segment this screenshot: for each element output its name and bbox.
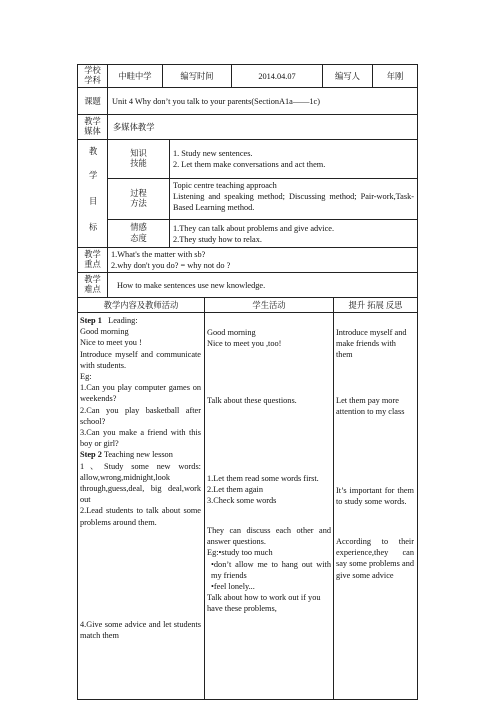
- student-eg-2: •don’t allow me to hang out with my friends: [211, 559, 331, 580]
- step2-label: Step 2: [80, 450, 102, 460]
- process-line-1: Topic centre teaching approach: [173, 181, 277, 190]
- step1-heading: [80, 315, 201, 326]
- difficulty-value: How to make sentences use new knowledge.: [107, 272, 418, 298]
- author-name: 年刚: [372, 64, 418, 88]
- key-point-1: 1.What's the matter with sb?: [111, 250, 206, 259]
- student-nice: Nice to meet you ,too!: [207, 339, 282, 349]
- col-header-reflection: 提升 拓展 反思: [333, 297, 418, 313]
- emotion-line-1: 1.They can talk about problems and give advice.: [173, 223, 335, 233]
- process-label: 过程 方法: [107, 178, 170, 220]
- student-eg-3: •feel lonely...: [211, 582, 255, 592]
- objectives-char-1: 教: [89, 147, 98, 156]
- teacher-give-advice: 4.Give some advice and let students match them: [80, 620, 201, 641]
- teacher-activity-cell: [77, 312, 205, 700]
- process-content: [169, 178, 418, 220]
- student-eg-1: Eg:•study too much: [207, 548, 273, 558]
- reflection-3: It’s important for them to study some words.: [336, 486, 414, 507]
- teacher-q1: 1.Can you play computer games on weekends?: [80, 383, 201, 404]
- teacher-introduce: Introduce myself and communicate with students.: [80, 349, 201, 370]
- topic-label: 课题: [77, 87, 108, 115]
- school-label: 学校 学科: [77, 64, 108, 88]
- teacher-study-words: 1、Study some new words: allow,wrong,midnight,look through,guess,deal, big deal,work out: [80, 461, 201, 505]
- knowledge-content: [169, 139, 418, 179]
- student-talk: Talk about these questions.: [207, 396, 297, 405]
- student-greeting: Good morning: [207, 328, 256, 337]
- author-label: 编写人: [322, 64, 373, 88]
- media-label: 教学 媒体: [77, 114, 108, 140]
- student-work-out: Talk about how to work out if you have these problems,: [207, 593, 321, 614]
- objectives-char-4: 标: [89, 223, 98, 232]
- reflection-1: Introduce myself and make friends with them: [336, 328, 407, 360]
- emotion-label: 情感 态度: [107, 219, 170, 248]
- reflection-cell: [333, 312, 418, 700]
- teacher-nice: Nice to meet you !: [80, 338, 142, 348]
- step1-title: Leading:: [108, 316, 138, 325]
- reflection-2: Let them pay more attention to my class: [336, 396, 405, 417]
- col-header-student: 学生活动: [204, 297, 334, 313]
- emotion-content: [169, 219, 418, 248]
- emotion-line-2: 2.They study how to relax.: [173, 234, 262, 244]
- time-label: 编写时间: [162, 64, 232, 88]
- process-line-2: Listening and speaking method; Discussing method; Pair-work,Task-Based Learning method.: [173, 192, 414, 212]
- teacher-eg: Eg:: [80, 372, 92, 382]
- teacher-q2: 2.Can you play basketball after school?: [80, 405, 201, 426]
- student-activity-cell: [204, 312, 334, 700]
- media-value: 多媒体教学: [107, 114, 418, 140]
- step2-heading: [80, 449, 201, 460]
- objectives-char-3: 目: [89, 197, 98, 206]
- key-point-2: 2.why don't you do? = why not do ?: [111, 261, 231, 270]
- teacher-greeting: Good morning: [80, 327, 129, 337]
- student-read-3: 3.Check some words: [207, 496, 277, 506]
- col-header-teacher: 教学内容及教师活动: [77, 297, 205, 313]
- step2-title: Teaching new lesson: [103, 450, 173, 460]
- key-points-content: [107, 247, 418, 273]
- reflection-4: According to their experience,they can say some problems and give some advice: [336, 537, 414, 580]
- difficulty-label: 教学 难点: [77, 272, 108, 298]
- student-read-1: 1.Let them read some words first.: [207, 474, 319, 483]
- key-points-label: 教学 重点: [77, 247, 108, 273]
- student-read-2: 2.Let them again: [207, 485, 263, 495]
- student-discuss: They can discuss each other and answer questions.: [207, 526, 331, 547]
- step1-label: Step 1: [80, 316, 102, 325]
- date-value: 2014.04.07: [231, 64, 323, 88]
- knowledge-line-1: 1. Study new sentences.: [173, 149, 253, 158]
- knowledge-label: 知识 技能: [107, 139, 170, 179]
- teacher-lead: 2.Lead students to talk about some problems around them.: [80, 506, 201, 527]
- teacher-q3: 3.Can you make a friend with this boy or girl?: [80, 428, 201, 449]
- objectives-char-2: 学: [89, 171, 98, 180]
- knowledge-line-2: 2. Let them make conversations and act them.: [173, 160, 326, 169]
- school-name: 中畦中学: [107, 64, 163, 88]
- objectives-label: [77, 139, 108, 248]
- topic-value: Unit 4 Why don’t you talk to your parents(SectionA1a——1c): [107, 87, 418, 115]
